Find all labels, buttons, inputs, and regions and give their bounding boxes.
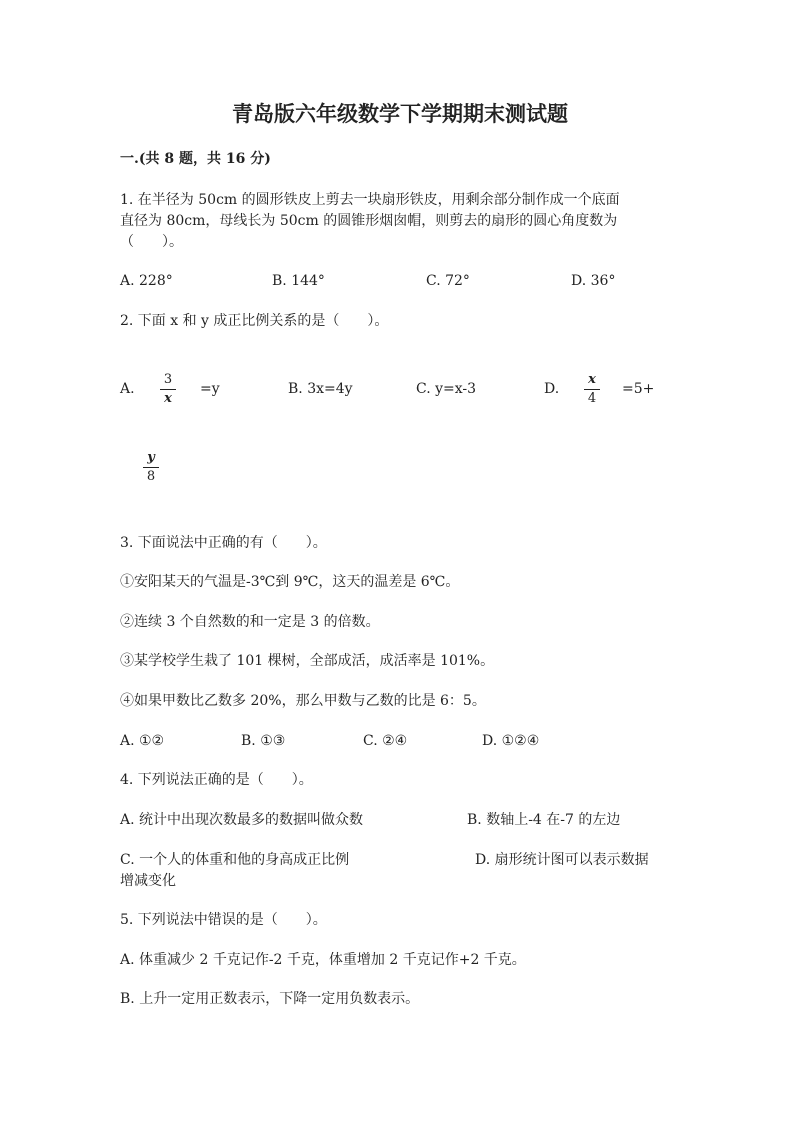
q4-option-d-continued: 增减变化 xyxy=(120,873,176,889)
q5-option-b: B. 上升一定用正数表示，下降一定用负数表示。 xyxy=(120,991,420,1007)
fraction-denominator: 4 xyxy=(587,391,597,406)
q5-option-a: A. 体重减少 2 千克记作-2 千克，体重增加 2 千克记作+2 千克。 xyxy=(120,952,526,968)
fraction-bar xyxy=(143,467,159,468)
q4-option-a: A. 统计中出现次数最多的数据叫做众数 xyxy=(120,812,364,828)
q2-option-a-fraction xyxy=(160,372,176,407)
q5-stem: 5. 下列说法中错误的是（ ）。 xyxy=(120,912,327,928)
fraction-bar xyxy=(584,389,600,390)
q3-option-c: C. ②④ xyxy=(363,733,408,749)
q1-option-a: A. 228° xyxy=(120,273,173,289)
page-title: 青岛版六年级数学下学期期末测试题 xyxy=(232,101,568,126)
q4-option-d: D. 扇形统计图可以表示数据 xyxy=(475,852,649,868)
q1-option-d: D. 36° xyxy=(571,273,616,289)
q2-option-d-fraction xyxy=(584,372,600,407)
q2-option-a-label: A. xyxy=(120,381,135,397)
q4-option-c: C. 一个人的体重和他的身高成正比例 xyxy=(120,852,350,868)
q1-option-b: B. 144° xyxy=(272,273,325,289)
q3-statement-4: ④如果甲数比乙数多 20%，那么甲数与乙数的比是 6：5。 xyxy=(120,693,486,709)
q2-option-a-rest: =y xyxy=(200,381,220,397)
q4-stem: 4. 下列说法正确的是（ ）。 xyxy=(120,772,313,788)
fraction-bar xyxy=(160,389,176,390)
q1-option-c: C. 72° xyxy=(426,273,470,289)
q2-option-d-label: D. xyxy=(544,381,560,397)
q1-stem-line2: 直径为 80cm，母线长为 50cm 的圆锥形烟囱帽，则剪去的扇形的圆心角度数为 xyxy=(120,213,618,229)
fraction-numerator: y xyxy=(147,450,155,465)
q1-stem-line3: （ ）。 xyxy=(120,234,183,250)
q2-option-d-rest: =5+ xyxy=(622,381,655,397)
q4-option-b: B. 数轴上-4 在-7 的左边 xyxy=(467,812,621,828)
q1-stem-line1: 1. 在半径为 50cm 的圆形铁皮上剪去一块扇形铁皮，用剩余部分制作成一个底面 xyxy=(120,192,620,208)
q2-option-d-fraction-2 xyxy=(143,450,159,485)
fraction-numerator: x xyxy=(588,372,596,387)
q2-stem: 2. 下面 x 和 y 成正比例关系的是（ ）。 xyxy=(120,313,389,329)
fraction-numerator: 3 xyxy=(163,372,173,387)
q3-option-b: B. ①③ xyxy=(241,733,286,749)
q3-statement-1: ①安阳某天的气温是-3℃到 9℃，这天的温差是 6℃。 xyxy=(120,574,460,590)
q3-stem: 3. 下面说法中正确的有（ ）。 xyxy=(120,535,327,551)
q2-option-c: C. y=x-3 xyxy=(416,381,477,397)
section-header: 一.(共 8 题，共 16 分) xyxy=(120,151,271,167)
q3-option-d: D. ①②④ xyxy=(482,733,540,749)
q2-option-b: B. 3x=4y xyxy=(288,381,353,397)
q3-option-a: A. ①② xyxy=(120,733,165,749)
fraction-denominator: x xyxy=(164,391,172,406)
fraction-denominator: 8 xyxy=(146,469,156,484)
q3-statement-3: ③某学校学生栽了 101 棵树，全部成活，成活率是 101%。 xyxy=(120,653,495,669)
q3-statement-2: ②连续 3 个自然数的和一定是 3 的倍数。 xyxy=(120,614,380,630)
